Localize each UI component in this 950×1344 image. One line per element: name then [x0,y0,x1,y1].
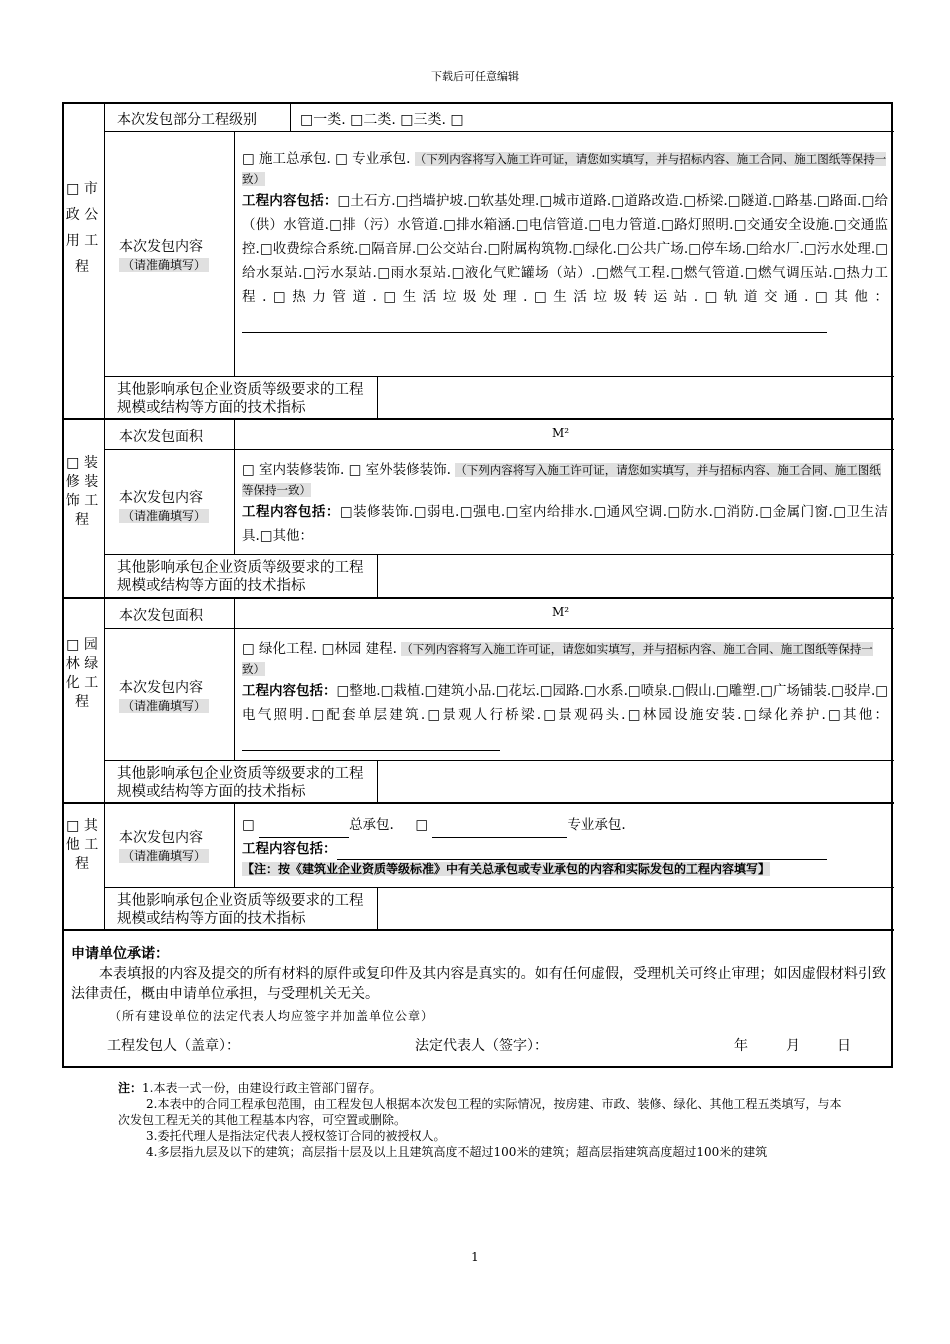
landscape-content-label-cell [119,679,229,715]
other-section-title: □ 其 他 工 程 [65,818,99,872]
other-items-label: 工程内容包括： [242,841,337,857]
municipal-items[interactable]: □土石方.□挡墙护坡.□软基处理.□城市道路.□道路改造.□桥梁.□隧道.□路基.□路面.□给（供）水管道.□排（污）水管道.□排水箱涵.□电信管道.□电力管道.□路灯照明.□交通安全设施.□交通监控.□收费综合系统.□隔音屏.□公交站台.□附属构筑物.□绿化.□公共广场.□停车场.□给水厂.□污水处理.□给水泵站.□污水泵站.□雨水泵站.□液化气贮罐场（站）.□燃气工程.□燃气管道.□燃气调压站.□热力工程.□热力管道.□生活垃圾处理.□生活垃圾转运站.□轨道交通.□其他： [242,193,889,305]
municipal-items-label: 工程内容包括： [242,193,338,209]
municipal-other-label: 其他影响承包企业资质等级要求的工程规模或结构等方面的技术指标 [117,382,364,416]
municipal-grade-options[interactable]: □一类. □二类. □三类. □ [300,112,464,128]
municipal-grade-label: 本次发包部分工程级别 [117,112,257,128]
application-form [62,102,893,1068]
landscape-content-label: 本次发包内容 [119,680,203,696]
decoration-content-label: 本次发包内容 [119,490,203,506]
decoration-other-label: 其他影响承包企业资质等级要求的工程规模或结构等方面的技术指标 [117,560,364,594]
footnotes [118,1080,848,1160]
municipal-content-label: 本次发包内容 [119,239,203,255]
decoration-items-label: 工程内容包括： [242,504,340,520]
decoration-area-label: 本次发包面积 [119,429,203,445]
municipal-content-sub: （请准确填写） [119,258,209,272]
municipal-other-input[interactable] [242,318,827,333]
decoration-content-label-cell [119,489,229,525]
decoration-contract-types[interactable]: □ 室内装修装饰. □ 室外装修装饰. [242,462,451,478]
commitment-sign-note: （所有建设单位的法定代表人均应签字并加盖单位公章） [109,1009,435,1023]
note-4: 4.多层指九层及以下的建筑；高层指十层及以上且建筑高度不超过100米的建筑；超高层指建筑高度超过100米的建筑 [146,1145,768,1159]
landscape-section-title: □ 园 林 绿 化 工 程 [65,637,99,710]
commitment-text: 本表填报的内容及提交的所有材料的原件或复印件及其内容是真实的。如有任何虚假，受理机关可终止审理；如因虚假材料引致法律责任，概由申请单位承担，与受理机关无关。 [71,966,886,1002]
other-special-input[interactable] [432,823,567,838]
commitment-title: 申请单位承诺： [71,946,169,962]
decoration-content-cell [242,460,888,548]
other-content-sub: （请准确填写） [119,849,209,863]
other-content-label: 本次发包内容 [119,830,203,846]
landscape-contract-note: （下列内容将写入施工许可证，请您如实填写，并与招标内容、施工合同、施工图纸等保持一致） [242,642,873,676]
other-other-label: 其他影响承包企业资质等级要求的工程规模或结构等方面的技术指标 [117,893,364,927]
other-items-note: 【注：按《建筑业企业资质等级标准》中有关总承包或专业承包的内容和实际发包的工程内容填写】 [242,862,771,876]
landscape-area-unit[interactable]: M² [552,605,570,619]
month-label: 月 [786,1038,800,1054]
note-3: 3.委托代理人是指法定代表人授权签订合同的被授权人。 [146,1129,446,1143]
landscape-contract-types[interactable]: □ 绿化工程. □林园 建程. [242,641,397,657]
day-label: 日 [837,1038,851,1054]
other-special-contract: 专业承包. [567,817,626,833]
other-special-checkbox[interactable]: □ [415,817,429,833]
decoration-items[interactable]: □装修装饰.□弱电.□强电.□室内给排水.□通风空调.□防水.□消防.□金属门窗.□卫生洁具.□其他： [242,504,888,544]
other-general-input[interactable] [259,823,349,838]
other-general-checkbox[interactable]: □ [242,817,255,833]
municipal-content-label-cell [119,238,229,274]
decoration-area-unit[interactable]: M² [552,426,570,440]
other-content-cell [242,812,888,878]
page-number: 1 [471,1250,479,1264]
header-note: 下载后可任意编辑 [431,70,519,83]
decoration-content-sub: （请准确填写） [119,509,209,523]
landscape-content-sub: （请准确填写） [119,699,209,713]
municipal-content-cell [242,149,888,333]
municipal-contract-note: （下列内容将写入施工许可证，请您如实填写，并与招标内容、施工合同、施工图纸等保持一致） [242,152,887,186]
municipal-section-title: □ 市 政 公 用 工 程 [65,181,99,275]
other-general-contract: 总承包. [349,817,394,833]
landscape-content-cell [242,639,888,751]
note-1: 1.本表一式一份，由建设行政主管部门留存。 [142,1081,382,1095]
landscape-items-label: 工程内容包括： [242,683,337,699]
landscape-items[interactable]: □整地.□栽植.□建筑小品.□花坛.□园路.□水系.□喷泉.□假山.□雕塑.□广场铺装.□驳岸.□电气照明.□配套单层建筑.□景观人行桥梁.□景观码头.□林园设施安装.□绿化养护.□其他： [242,683,889,723]
notes-label: 注： [118,1081,143,1095]
legal-rep-label[interactable]: 法定代表人（签字）： [415,1038,548,1054]
municipal-contract-types[interactable]: □ 施工总承包. □ 专业承包. [242,151,411,167]
other-content-label-cell [119,829,229,865]
landscape-other-input[interactable] [242,736,500,751]
landscape-other-label: 其他影响承包企业资质等级要求的工程规模或结构等方面的技术指标 [117,766,364,800]
other-items-input[interactable] [337,845,827,860]
decoration-section-title: □ 装 修 装 饰 工 程 [65,455,99,528]
landscape-area-label: 本次发包面积 [119,608,203,624]
note-2: 2.本表中的合同工程承包范围，由工程发包人根据本次发包工程的实际情况，按房建、市政、装修、绿化、其他工程五类填写，与本次发包工程无关的其他工程基本内容，可空置或删除。 [118,1097,842,1127]
issuer-label[interactable]: 工程发包人（盖章）： [107,1038,240,1054]
decoration-contract-note: （下列内容将写入施工许可证，请您如实填写，并与招标内容、施工合同、施工图纸等保持一致） [242,463,881,497]
year-label: 年 [734,1038,748,1054]
commitment-block [71,944,886,1062]
